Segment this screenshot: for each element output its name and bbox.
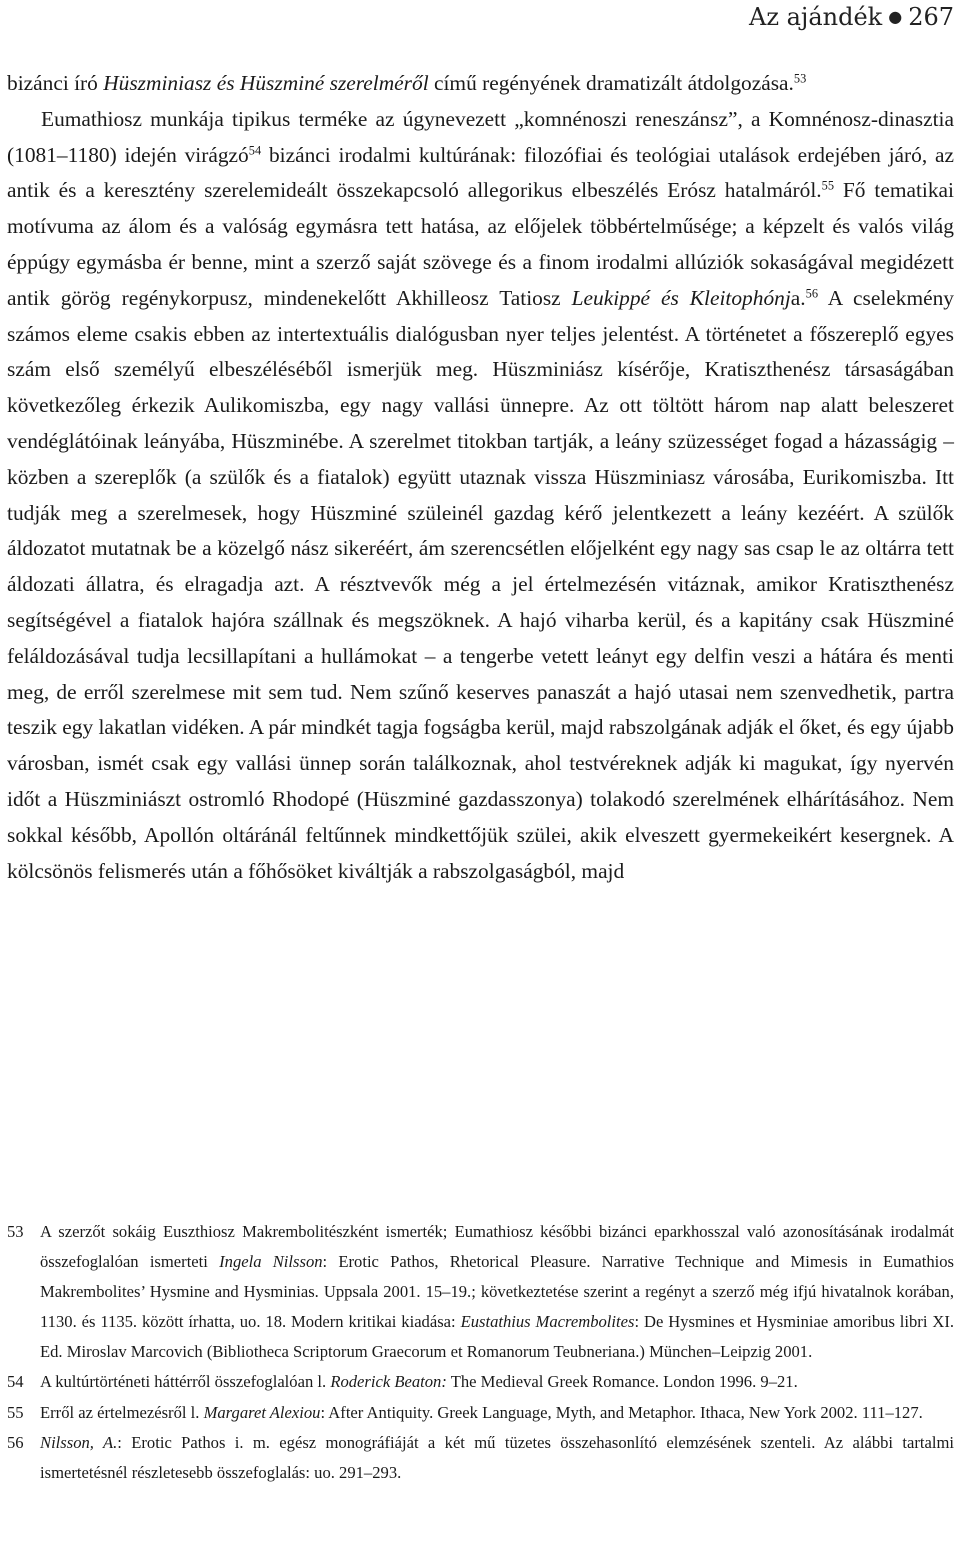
italic-title: Leukippé és Kleitophónj	[571, 285, 791, 310]
footnote	[7, 1398, 954, 1428]
running-header	[749, 0, 954, 34]
text-run: a.	[790, 285, 806, 310]
text-run: Fő tematikai motívuma az álom és a valóság egymásra tett hatása, az előjelek többértelműsége; a képzelt és valós világ éppúgy egymásba ér benne, mint a szerző saját szövege és a finom irodalmi allúziók sokaságával megidézett antik görög regénykorpusz, mindenekelőtt Akhilleosz Tatiosz	[7, 178, 954, 310]
text-run: A cselekmény számos eleme csakis ebben az intertextuális dialógusban nyer teljes jelentést. A történetet a főszereplő egyes szám első személyű elbeszéléséből ismerjük meg. Hüszminiász kísérője, Kratiszthenész társaságában következőleg érkezik Aulikomiszba, egy nagy vallási ünnepre. Az ott töltött három nap alatt beleszeret vendéglátóinak leányába, Hüszminébe. A szerelmet titokban tartják, a leány szüzességet fogad a házasságig – közben a szereplők (a szülők és a fiatalok) együtt utaznak vissza Hüszminiasz városába, Eurikomiszba. Itt tudják meg a szerelmesek, hogy Hüszminé szüleinél gazdag kérő jelentkezett a leány kezéért. A szülők áldozatot mutatnak be a közelgő nász sikeréért, ám szerencsétlen előjelként egy nagy sas csap le az oltárra tett áldozati állatra, és elragadja azt. A résztvevők még a jel értelmezésén vitáznak, amikor Kratiszthenész segítségével a fiatalok hajóra szállnak és megszöknek. A hajó viharba kerül, és a kapitány csak Hüszminé feláldozásával tudja lecsillapítani a hullámokat – a tengerbe vetett leányt egy delfin veszi a hátára és menti meg, de erről szerelmese mit sem tud. Nem szűnő keserves panaszát a hajó utasai nem szenvedhetik, partra teszik egy lakatlan vidéken. A pár mindkét tagja fogságba kerül, majd rabszolgának adják el őket, és egy újabb városban, ismét csak egy vallási ünnep során találkoznak, ahol testvéreknek adják ki magukat, így nyervén időt a Hüszminiászt ostromló Rhodopé (Hüszminé gazdasszonya) tolakodó szerelmének elhárításához. Nem sokkal később, Apollón oltáránál feltűnnek mindkettőjük szülei, akik elveszett gyermekeikért kesergnek. A kölcsönös felismerés után a főhősöket kiváltják a rabszolgaságból, majd	[7, 285, 954, 883]
footnote	[7, 1428, 954, 1488]
paragraph	[7, 102, 954, 890]
text-run: : After Antiquity. Greek Language, Myth, and Metaphor. Ithaca, New York 2002. 111–127.	[320, 1402, 923, 1422]
footnote-number: 55	[7, 1402, 24, 1422]
footnote-ref: 56	[805, 286, 819, 301]
footnote	[7, 1367, 954, 1397]
footnotes	[7, 1217, 954, 1488]
text-run: : De Hysmines et Hysminiae amoribus libri XI. Ed. Miroslav Marcovich (Bibliotheca Scriptorum Graecorum et Romanorum Teubneriana.) München–Leipzig 2001.	[40, 1312, 954, 1362]
text-run: című regényének dramatizált átdolgozása.	[428, 71, 794, 95]
footnote-number: 53	[7, 1222, 24, 1241]
main-text	[7, 66, 954, 889]
footnote-text	[40, 1428, 954, 1488]
text-run: : Erotic Pathos, Rhetorical Pleasure. Narrative Technique and Mimesis in Eumathios Makrembolites’ Hysmine and Hysminias. Uppsala 2001. 15–19.; következtetése szerint a regényt a szerző még ifjú hivatalnok korában, 1130. és 1135. között írhatta, uo. 18. Modern kritikai kiadása:	[40, 1252, 955, 1332]
footnote-ref: 54	[248, 142, 262, 157]
footnote-ref: 55	[821, 178, 835, 193]
text-run: A kultúrtörténeti háttérről összefoglalóan l.	[40, 1372, 331, 1392]
bullet-separator: ●	[888, 7, 903, 26]
text-run: Eumathiosz munkája tipikus terméke az úgynevezett „komnénoszi reneszánsz”, a Komnénosz-dinasztia (1081–1180) idején virágzó	[7, 106, 954, 167]
footnote-text	[40, 1217, 954, 1367]
footnote-text	[40, 1367, 954, 1397]
text-run: : Erotic Pathos i. m. egész monográfiáját a két mű tüzetes összehasonlító elemzésének szenteli. Az alábbi tartalmi ismertetésnél részletesebb összefoglalás: uo. 291–293.	[40, 1432, 954, 1482]
italic-name: Margaret Alexiou	[203, 1402, 321, 1422]
italic-name: Roderick Beaton:	[330, 1372, 447, 1392]
italic-name: Nilsson, A.	[40, 1432, 118, 1452]
footnote-text	[40, 1398, 954, 1428]
italic-title: Hüszminiasz és Hüszminé szerelméről	[103, 71, 429, 95]
footnote-number: 56	[7, 1432, 24, 1452]
footnote-number: 54	[7, 1372, 24, 1392]
text-run: Erről az értelmezésről l.	[40, 1402, 204, 1422]
italic-name: Eustathius Macrembolites	[460, 1312, 635, 1332]
text-run: A szerzőt sokáig Euszthiosz Makrembolitészként ismerték; Eumathiosz későbbi bizánci eparkhosszal való azonosításának irodalmát összefoglalóan ismerteti	[40, 1222, 954, 1272]
running-title: Az ajándék	[748, 3, 883, 31]
paragraph	[7, 66, 954, 102]
italic-name: Ingela Nilsson	[219, 1252, 323, 1272]
text-run: bizánci író	[7, 71, 104, 95]
text-run: The Medieval Greek Romance. London 1996. 9–21.	[446, 1372, 798, 1392]
footnote	[7, 1217, 954, 1367]
page-number: 267	[908, 3, 954, 31]
text-run: bizánci irodalmi kultúrának: filozófiai és teológiai utalások erdejében járó, az antik és a keresztény szerelemideált összekapcsoló allegorikus elbeszélés Erósz hatalmáról.	[7, 142, 955, 203]
footnote-ref: 53	[793, 71, 807, 86]
